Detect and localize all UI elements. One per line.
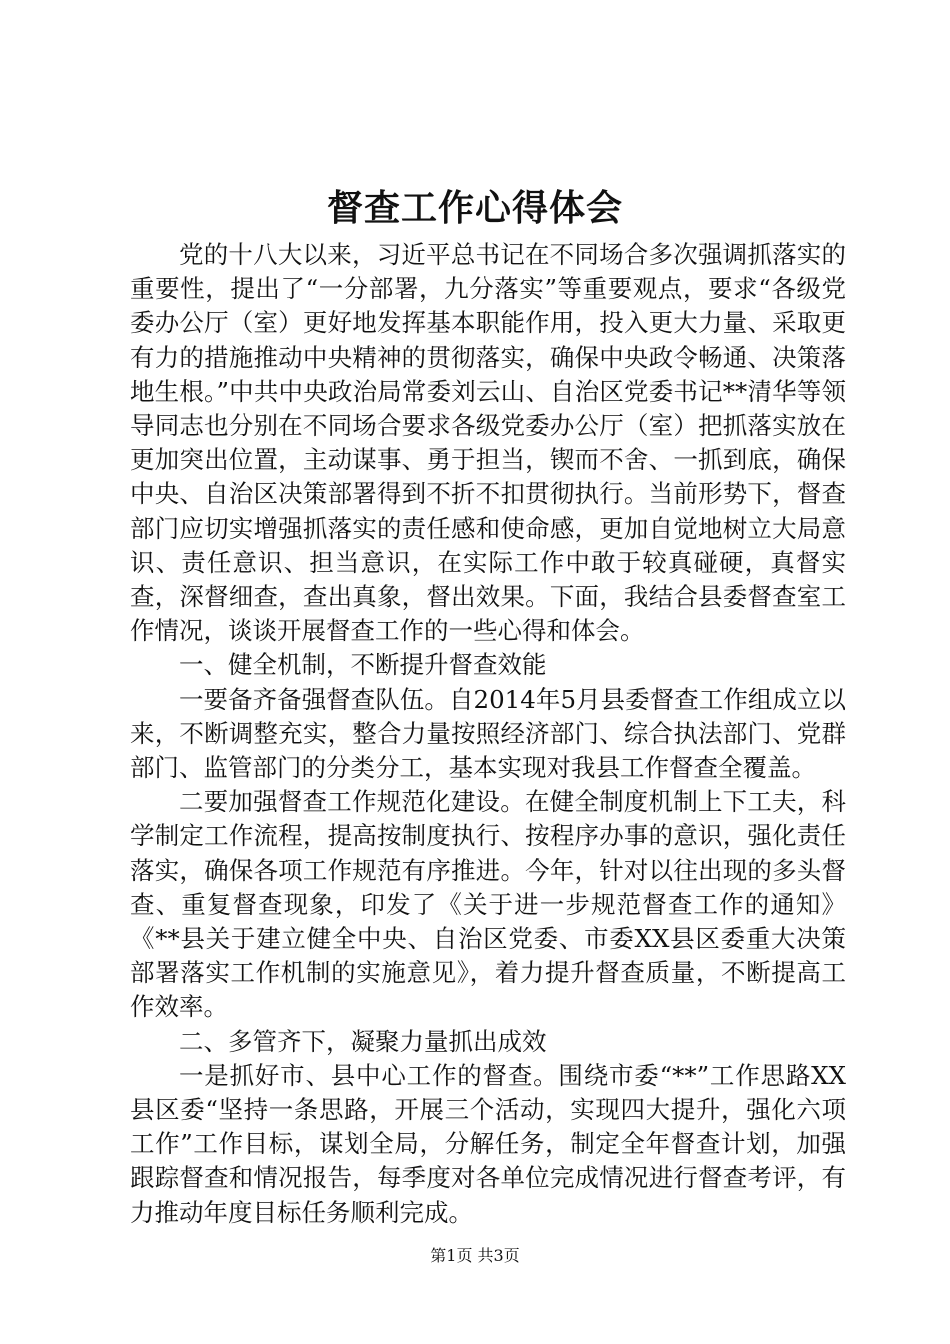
page-footer: 第1页 共3页 [430,1246,520,1265]
section-heading-1: 一、健全机制，不断提升督查效能 [179,650,547,680]
document-body [130,238,846,1230]
paragraph-central-work: 一是抓好市、县中心工作的督查。围绕市委“**”工作思路XX县区委“坚持一条思路，开展三个活动，实现四大提升，强化六项工作”工作目标，谋划全局，分解任务，制定全年督查计划，加强跟踪督查和情况报告，每季度对各单位完成情况进行督查考评，有力推动年度目标任务顺利完成。 [130,1060,846,1227]
document-title: 督查工作心得体会 [326,187,623,229]
paragraph-team: 一要备齐备强督查队伍。自2014年5月县委督查工作组成立以来，不断调整充实，整合力量按照经济部门、综合执法部门、党群部门、监管部门的分类分工，基本实现对我县工作督查全覆盖。 [130,684,846,783]
paragraph-intro: 党的十八大以来，习近平总书记在不同场合多次强调抓落实的重要性，提出了“一分部署，九分落实”等重要观点，要求“各级党委办公厅（室）更好地发挥基本职能作用，投入更大力量、采取更有力的措施推动中央精神的贯彻落实，确保中央政令畅通、决策落地生根。”中共中央政治局常委刘云山、自治区党委书记**清华等领导同志也分别在不同场合要求各级党委办公厅（室）把抓落实放在更加突出位置，主动谋事、勇于担当，锲而不舍、一抓到底，确保中央、自治区决策部署得到不折不扣贯彻执行。当前形势下，督查部门应切实增强抓落实的责任感和使命感，更加自觉地树立大局意识、责任意识、担当意识，在实际工作中敢于较真碰硬，真督实查，深督细查，查出真象，督出效果。下面，我结合县委督查室工作情况，谈谈开展督查工作的一些心得和体会。 [130,240,846,646]
paragraph-standardization: 二要加强督查工作规范化建设。在健全制度机制上下工夫，科学制定工作流程，提高按制度执行、按程序办事的意识，强化责任落实，确保各项工作规范有序推进。今年，针对以往出现的多头督查、重复督查现象，印发了《关于进一步规范督查工作的通知》《**县关于建立健全中央、自治区党委、市委XX县区委重大决策部署落实工作机制的实施意见》，着力提升督查质量，不断提高工作效率。 [130,787,846,1022]
section-heading-2: 二、多管齐下，凝聚力量抓出成效 [179,1026,547,1056]
